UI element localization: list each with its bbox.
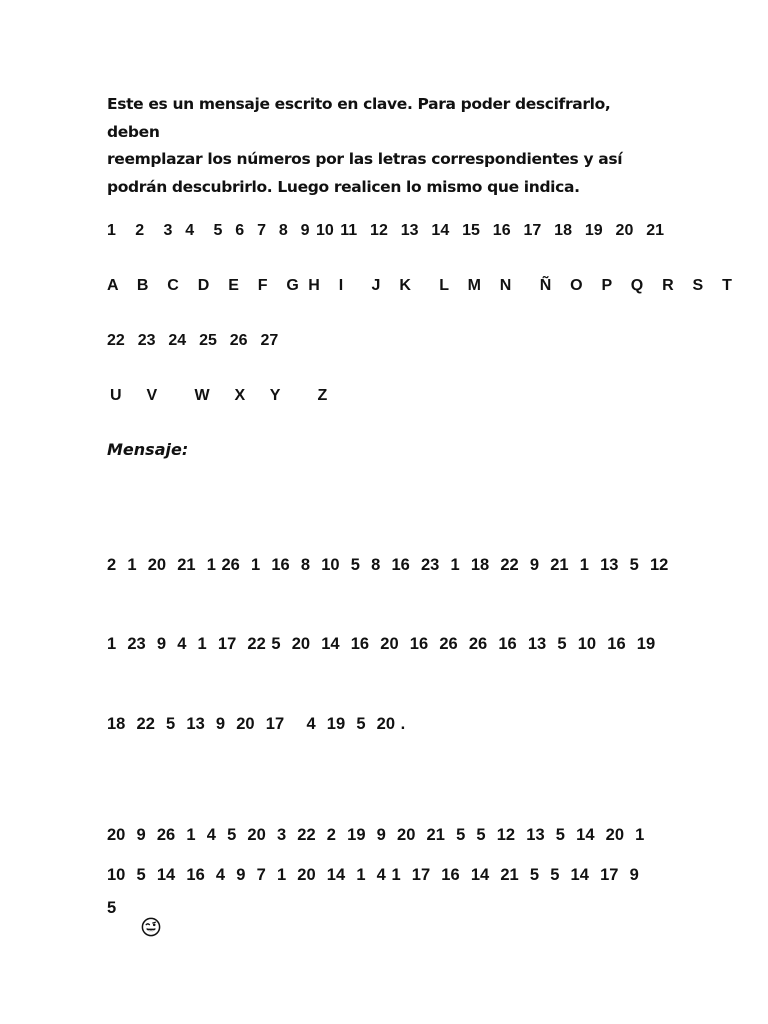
instructions-line: podrán descubrirlo. Luego realicen lo mismo que indica.: [107, 177, 580, 196]
key-letters-row-1: A B C D E F G H I J K L M N Ñ O P Q R S T: [107, 277, 732, 294]
message-line-last: [107, 898, 138, 918]
key-numbers-row-2: 22 23 24 25 26 27: [107, 332, 279, 349]
message-line: 10 5 14 16 4 9 7 1 20 14 1 4 1 17 16 14 21 5 5 14 17 9: [107, 866, 639, 884]
message-line: 18 22 5 13 9 20 17 4 19 5 20 .: [107, 715, 406, 733]
instructions-line: reemplazar los números por las letras correspondientes y así: [107, 150, 623, 168]
winking-face-icon: [118, 898, 138, 918]
message-line: 1 23 9 4 1 17 22 5 20 14 16 20 16 26 26 16 13 5 10 16 19: [107, 635, 656, 653]
key-numbers-row-1: 1 2 3 4 5 6 7 8 9 10 11 12 13 14 15 16 17 18 19 20 21: [107, 222, 665, 239]
key-letters-row-2: U V W X Y Z: [110, 387, 328, 404]
message-last-number: 5: [107, 898, 117, 917]
message-line: 20 9 26 1 4 5 20 3 22 2 19 9 20 21 5 5 12 13 5 14 20 1: [107, 826, 645, 844]
message-label: Mensaje:: [107, 440, 189, 459]
instructions-paragraph: [107, 91, 667, 201]
message-line: 2 1 20 21 1 26 1 16 8 10 5 8 16 23 1 18 22 9 21 1 13 5 12: [107, 556, 669, 574]
instructions-line: Este es un mensaje escrito en clave. Para poder descifrarlo, deben: [107, 95, 611, 141]
